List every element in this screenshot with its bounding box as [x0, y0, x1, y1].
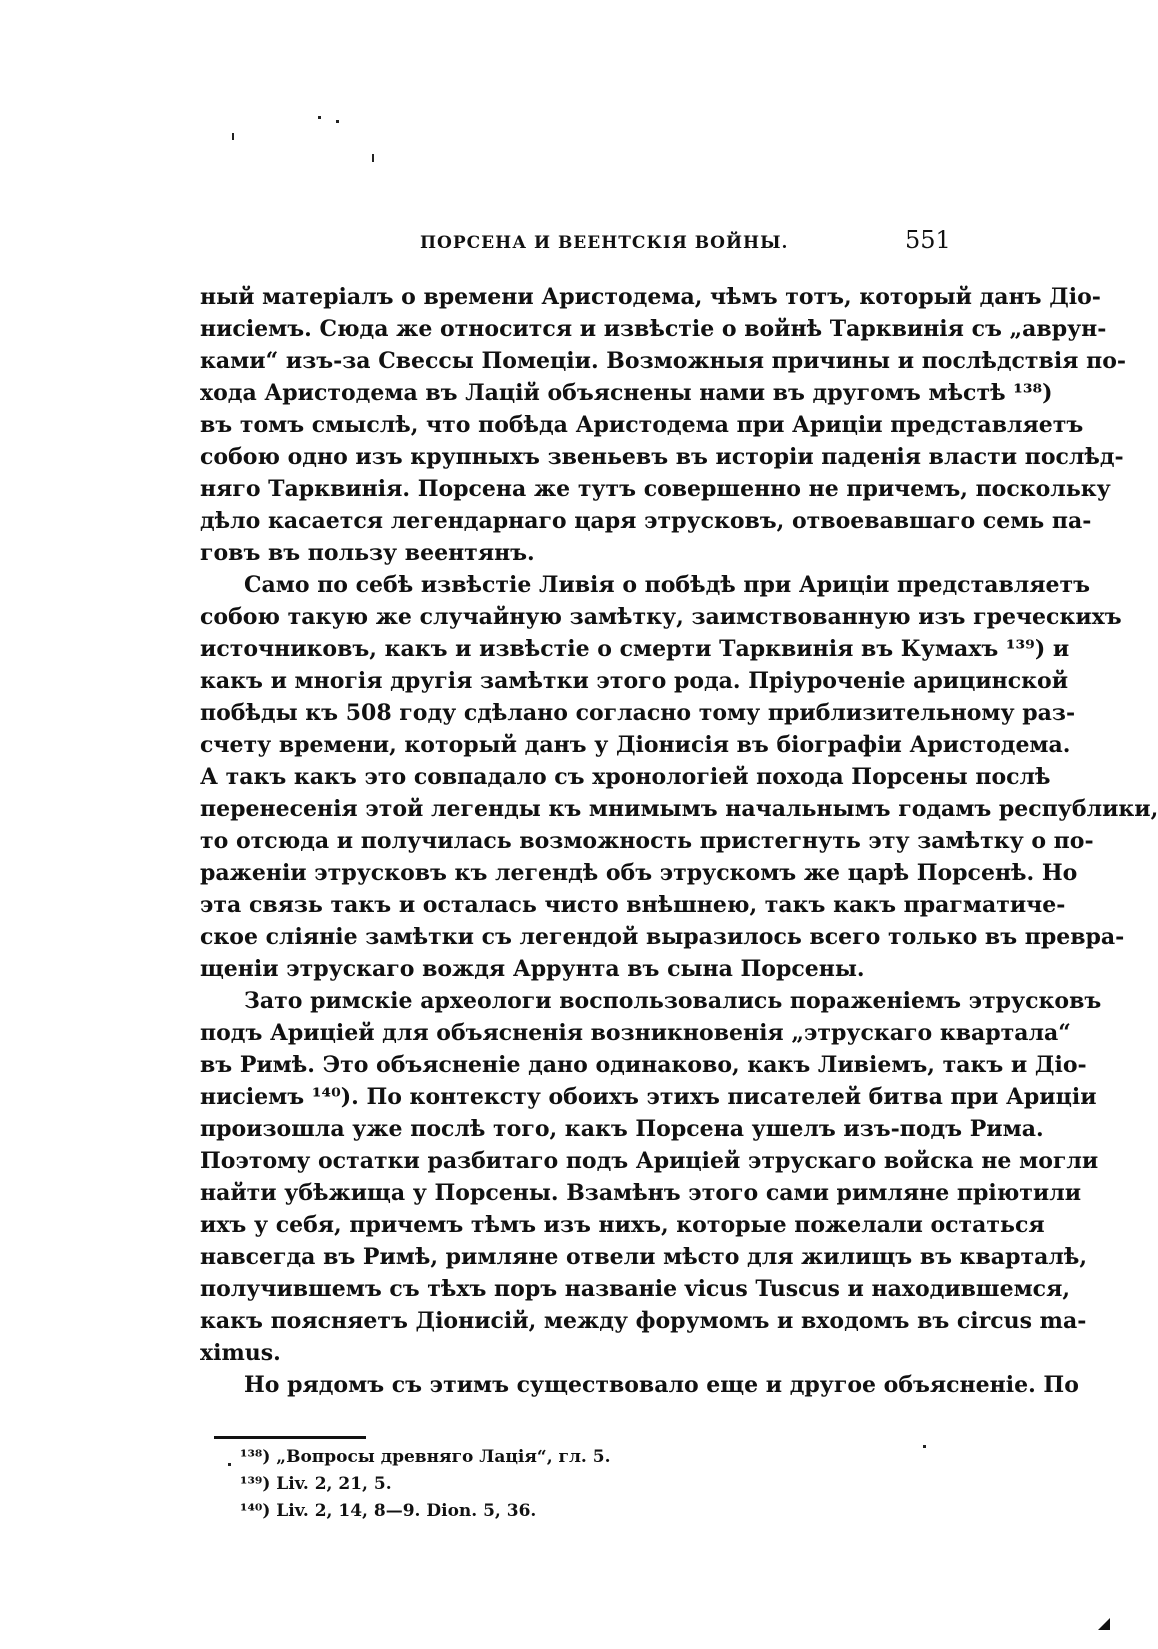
text-line: въ Римѣ. Это объясненiе дано одинаково, какъ Ливiемъ, такъ и Дiо- — [200, 1052, 1087, 1078]
text-line: какъ и многiя другiя замѣтки этого рода. Прiуроченiе арицинской — [200, 668, 1069, 694]
text-line: ихъ у себя, причемъ тѣмъ изъ нихъ, которые пожелали остаться — [200, 1212, 1045, 1238]
text-line: дѣло касается легендарнаго царя этрусковъ, отвоевавшаго семь па- — [200, 508, 1092, 534]
footnote: ¹³⁹) Liv. 2, 21, 5. — [240, 1474, 392, 1494]
footnote: ¹³⁸) „Вопросы древняго Лацiя“, гл. 5. — [240, 1447, 611, 1467]
text-line: ximus. — [200, 1340, 281, 1366]
body-text — [200, 281, 1158, 1401]
text-line: нисiемъ. Сюда же относится и извѣстiе о войнѣ Тарквинiя съ „аврун- — [200, 316, 1107, 342]
text-line: эта связь такъ и осталась чисто внѣшнею, такъ какъ прагматиче- — [200, 892, 1066, 918]
text-line: какъ поясняетъ Дiонисiй, между форумомъ и входомъ въ circus ma- — [200, 1308, 1087, 1334]
text-line: Само по себѣ извѣстiе Ливiя о побѣдѣ при Арицiи представляетъ — [244, 572, 1091, 598]
text-line: подъ Арицiей для объясненiя возникновенiя „этрускаго квартала“ — [200, 1020, 1071, 1046]
scan-speck — [232, 133, 234, 140]
text-line: нисiемъ ¹⁴⁰). По контексту обоихъ этихъ писателей битва при Арицiи — [200, 1084, 1097, 1110]
scan-speck — [336, 120, 339, 123]
footnotes — [240, 1444, 840, 1525]
text-line: ское слiянiе замѣтки съ легендой выразилось всего только въ превра- — [200, 924, 1125, 950]
text-line: Зато римскiе археологи воспользовались пораженiемъ этрусковъ — [244, 988, 1102, 1014]
text-line: получившемъ съ тѣхъ поръ названiе vicus Tuscus и находившемся, — [200, 1276, 1070, 1302]
text-line: ками“ изъ-за Свессы Помецiи. Возможныя причины и послѣдствiя по- — [200, 348, 1126, 374]
text-line: Поэтому остатки разбитаго подъ Арицiей этрускаго войска не могли — [200, 1148, 1099, 1174]
scan-speck — [228, 1463, 231, 1466]
text-line: произошла уже послѣ того, какъ Порсена ушелъ изъ-подъ Рима. — [200, 1116, 1044, 1142]
text-line: раженiи этрусковъ къ легендѣ объ этрускомъ же царѣ Порсенѣ. Но — [200, 860, 1078, 886]
text-line: ный матерiалъ о времени Аристодема, чѣмъ тотъ, который данъ Дiо- — [200, 284, 1101, 310]
text-line: говъ въ пользу веентянъ. — [200, 540, 535, 566]
text-line: собою такую же случайную замѣтку, заимствованную изъ греческихъ — [200, 604, 1122, 630]
scan-speck — [923, 1445, 926, 1448]
page-number: 551 — [905, 226, 951, 254]
text-line: источниковъ, какъ и извѣстiе о смерти Тарквинiя въ Кумахъ ¹³⁹) и — [200, 636, 1070, 662]
footnote: ¹⁴⁰) Liv. 2, 14, 8—9. Dion. 5, 36. — [240, 1501, 537, 1521]
text-line: хода Аристодема въ Лацiй объяснены нами въ другомъ мѣстѣ ¹³⁸) — [200, 380, 1053, 406]
scan-speck — [372, 154, 374, 162]
text-line: А такъ какъ это совпадало съ хронологiей похода Порсены послѣ — [200, 764, 1051, 790]
text-line: Но рядомъ съ этимъ существовало еще и другое объясненiе. По — [244, 1372, 1079, 1398]
text-line: найти убѣжища у Порсены. Взамѣнъ этого сами римляне прiютили — [200, 1180, 1082, 1206]
text-line: собою одно изъ крупныхъ звеньевъ въ исторiи паденiя власти послѣд- — [200, 444, 1124, 470]
text-line: то отсюда и получилась возможность пристегнуть эту замѣтку о по- — [200, 828, 1094, 854]
text-line: перенесенiя этой легенды къ мнимымъ начальнымъ годамъ республики, — [200, 796, 1158, 822]
text-line: счету времени, который данъ у Дiонисiя въ бiографiи Аристодема. — [200, 732, 1071, 758]
text-line: побѣды къ 508 году сдѣлано согласно тому приблизительному раз- — [200, 700, 1076, 726]
text-line: няго Тарквинiя. Порсена же тутъ совершенно не причемъ, поскольку — [200, 476, 1111, 502]
text-line: щенiи этрускаго вождя Аррунта въ сына Порсены. — [200, 956, 865, 982]
text-line: навсегда въ Римѣ, римляне отвели мѣсто для жилищъ въ кварталѣ, — [200, 1244, 1087, 1270]
footnote-rule — [214, 1436, 366, 1439]
running-head: ПОРСЕНА И ВЕЕНТСКIЯ ВОЙНЫ. — [420, 233, 789, 253]
text-line: въ томъ смыслѣ, что побѣда Аристодема при Арицiи представляетъ — [200, 412, 1084, 438]
corner-mark — [1098, 1618, 1110, 1630]
scan-speck — [318, 116, 321, 119]
